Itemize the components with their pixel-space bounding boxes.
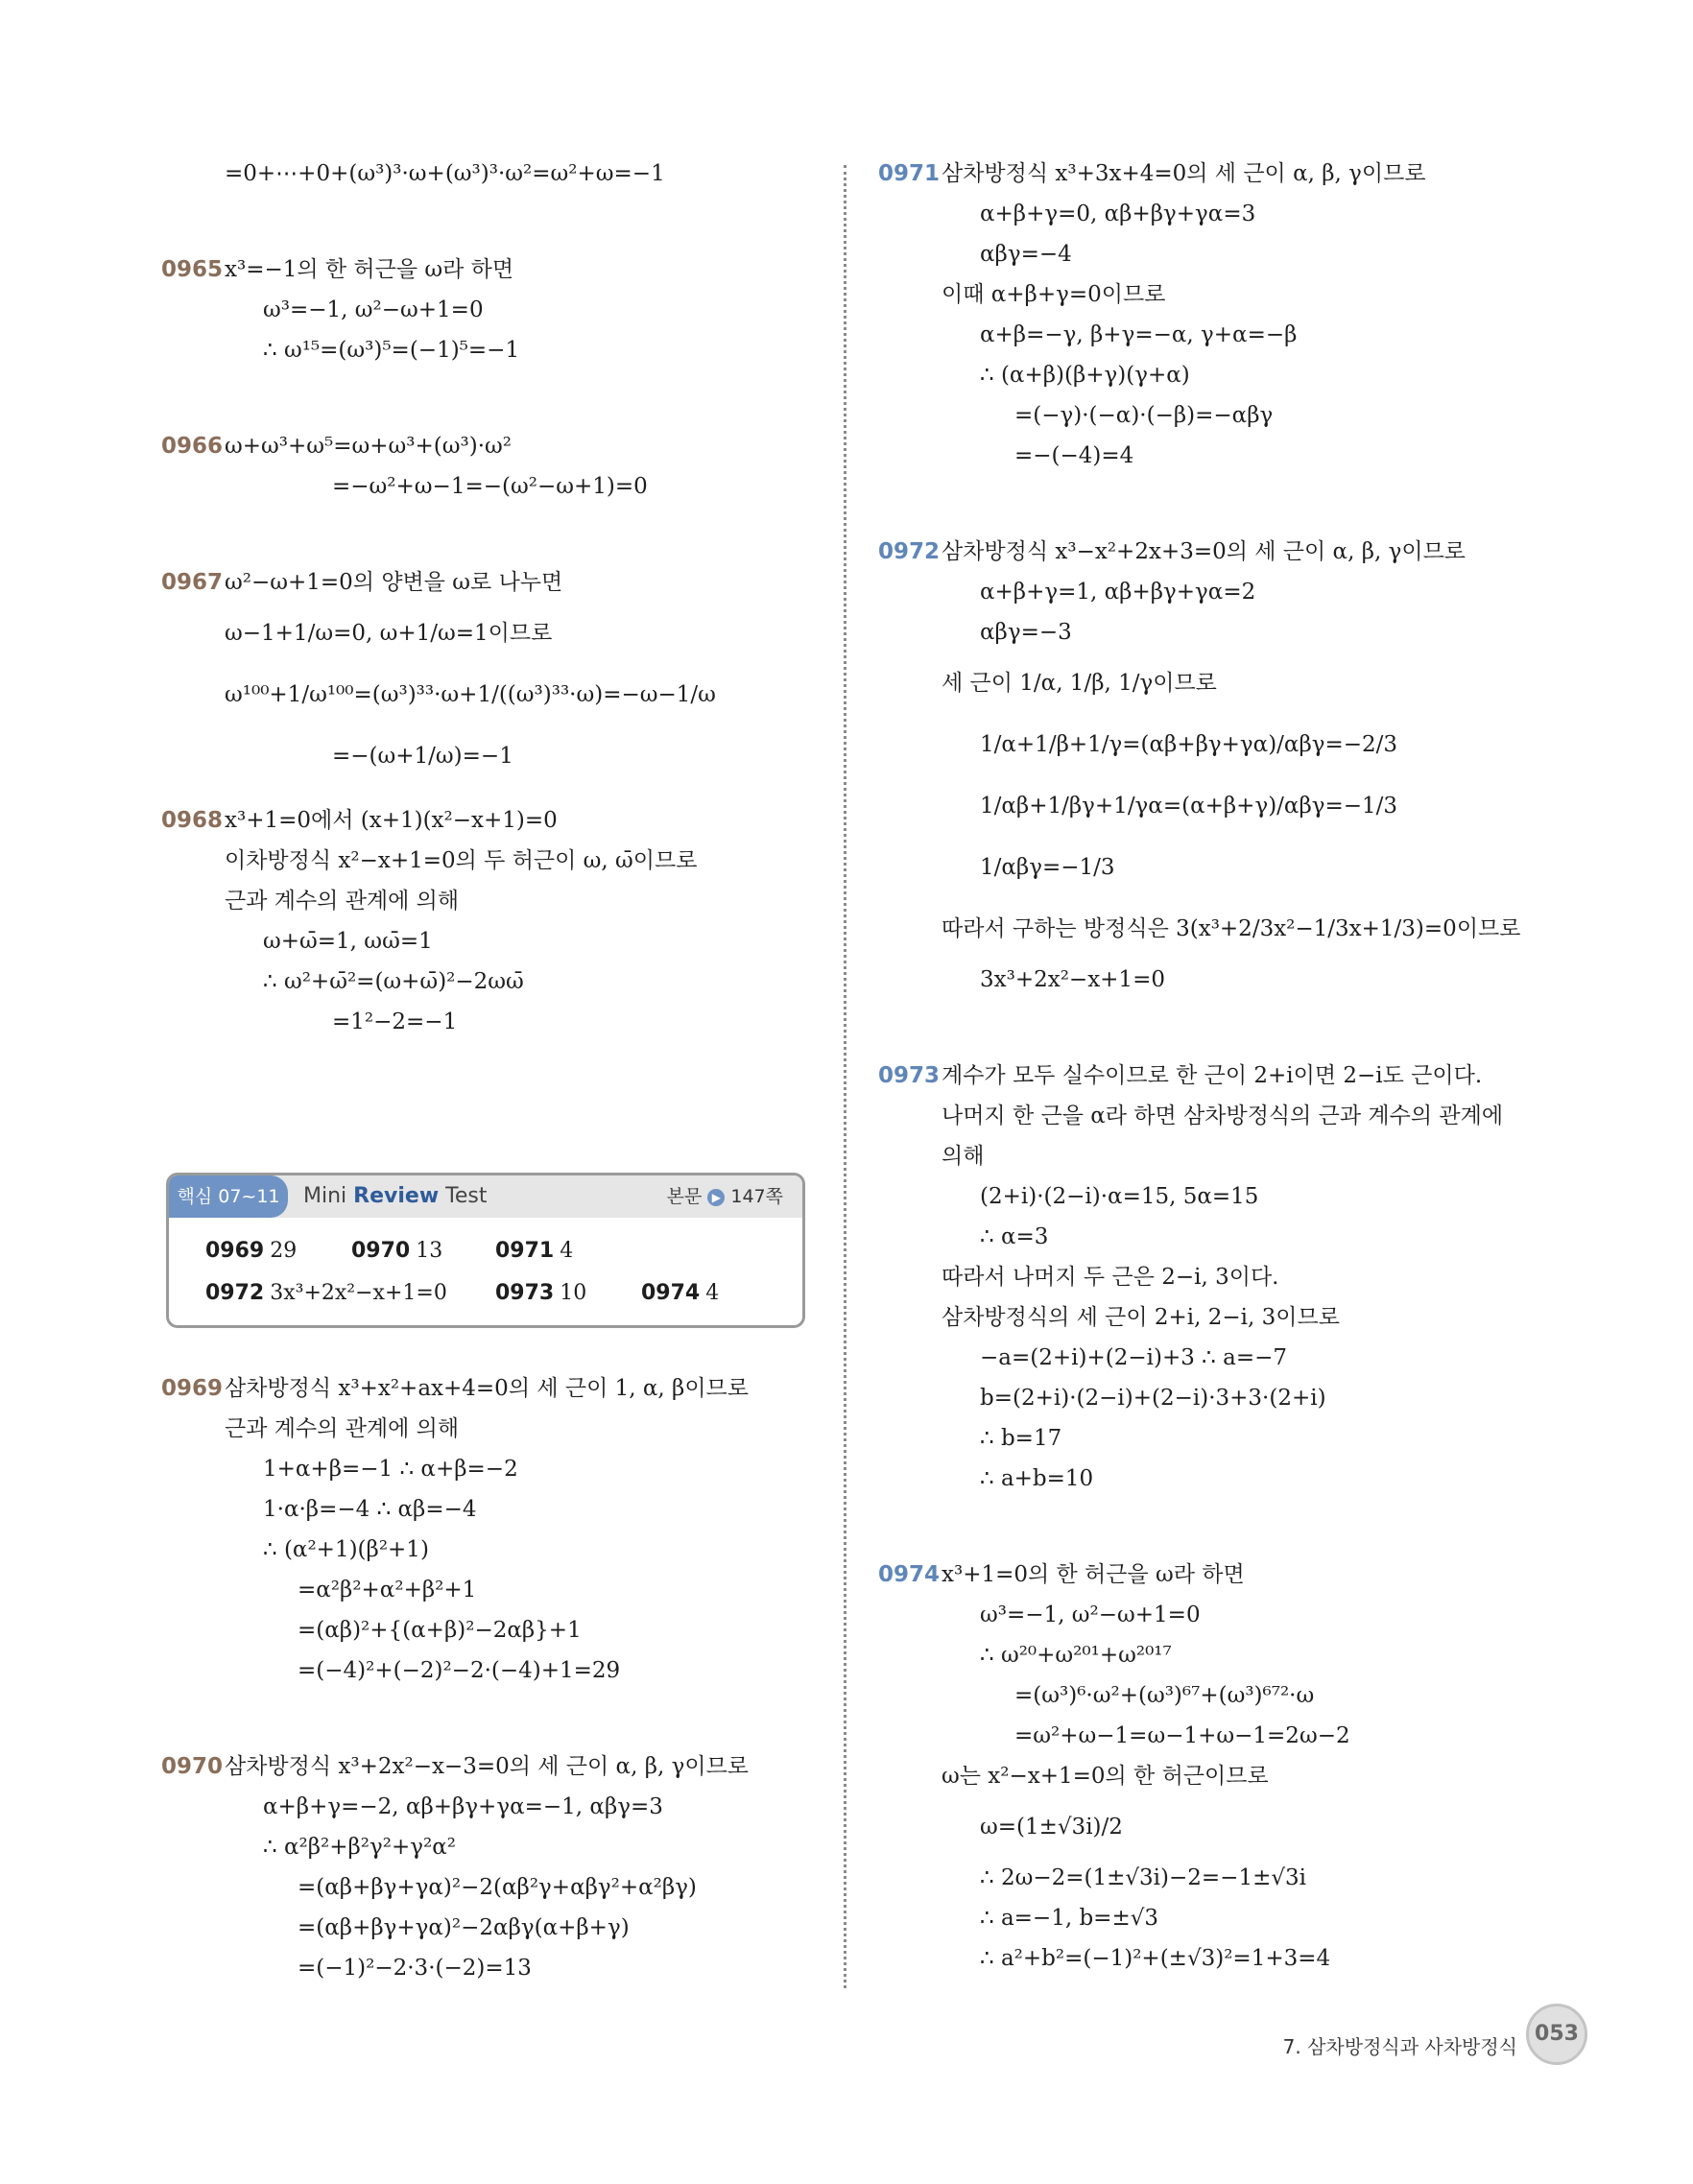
- solution-line: x³+1=0의 한 허근을 ω라 하면: [942, 1562, 1245, 1587]
- problem-0969: [161, 1368, 814, 1691]
- solution-line: ω는 x²−x+1=0의 한 허근이므로: [942, 1764, 1269, 1789]
- problem-0965: [161, 249, 814, 370]
- problem-0971: [878, 154, 1550, 476]
- solution-line: 3x³+2x²−x+1=0: [980, 967, 1165, 992]
- answer-number: 0970: [351, 1239, 411, 1263]
- review-answer: [641, 1281, 719, 1305]
- solution-line: 삼차방정식 x³+x²+ax+4=0의 세 근이 1, α, β이므로: [225, 1376, 749, 1401]
- review-title-pre: Mini: [303, 1184, 354, 1208]
- solution-line: 근과 계수의 관계에 의해: [225, 889, 460, 914]
- solution-line: ∴ (α+β)(β+γ)(γ+α): [980, 363, 1190, 388]
- solution-line: 1/α+1/β+1/γ=(αβ+βγ+γα)/αβγ=−2/3: [980, 732, 1398, 757]
- solution-line: ∴ a=−1, b=±√3: [980, 1906, 1159, 1931]
- problem-continued: [161, 154, 814, 194]
- solution-line: ∴ a+b=10: [980, 1466, 1094, 1491]
- problem-0970: [161, 1746, 814, 1988]
- solution-line: =(αβ)²+{(α+β)²−2αβ}+1: [298, 1618, 582, 1643]
- problem-number: 0971: [878, 161, 941, 186]
- solution-line: x³+1=0에서 (x+1)(x²−x+1)=0: [225, 808, 558, 833]
- problem-number: 0966: [161, 434, 224, 459]
- solution-line: (2+i)·(2−i)·α=15, 5α=15: [980, 1184, 1259, 1209]
- review-title-bold: Review: [353, 1184, 440, 1208]
- problem-number: 0968: [161, 808, 224, 833]
- solution-line: ∴ ω¹⁵=(ω³)⁵=(−1)⁵=−1: [263, 338, 520, 363]
- solution-line: =(−γ)·(−α)·(−β)=−αβγ: [1014, 403, 1274, 428]
- solution-line: =(−1)²−2·3·(−2)=13: [298, 1956, 532, 1981]
- answer-value: 13: [416, 1239, 443, 1263]
- solution-line: =−ω²+ω−1=−(ω²−ω+1)=0: [332, 474, 648, 499]
- solution-line: ω³=−1, ω²−ω+1=0: [263, 297, 484, 322]
- solution-line: α+β+γ=0, αβ+βγ+γα=3: [980, 202, 1256, 226]
- solution-line: 1·α·β=−4 ∴ αβ=−4: [263, 1497, 477, 1522]
- answer-value: 4: [560, 1239, 574, 1263]
- solution-line: 이때 α+β+γ=0이므로: [942, 282, 1166, 307]
- solution-line: x³=−1의 한 허근을 ω라 하면: [225, 257, 514, 282]
- left-column: [161, 154, 814, 1988]
- solution-line: =−(ω+1/ω)=−1: [332, 744, 513, 769]
- problem-number: 0973: [878, 1063, 941, 1088]
- answer-value: 29: [270, 1239, 298, 1263]
- solution-line: −a=(2+i)+(2−i)+3 ∴ a=−7: [980, 1345, 1287, 1370]
- solution-line: ∴ b=17: [980, 1426, 1062, 1451]
- answer-number: 0971: [495, 1239, 555, 1263]
- solution-line: 의해: [942, 1144, 985, 1169]
- solution-line: ω−1+1/ω=0, ω+1/ω=1이므로: [225, 621, 553, 646]
- review-ref-page: 147쪽: [730, 1186, 783, 1207]
- answer-number: 0974: [641, 1281, 701, 1305]
- answer-number: 0969: [205, 1239, 265, 1263]
- solution-line: ∴ 2ω−2=(1±√3i)−2=−1±√3i: [980, 1865, 1307, 1890]
- solution-line: 나머지 한 근을 α라 하면 삼차방정식의 근과 계수의 관계에: [942, 1104, 1504, 1128]
- solution-line: =(αβ+βγ+γα)²−2αβγ(α+β+γ): [298, 1915, 630, 1940]
- page-number: 053: [1526, 2004, 1587, 2065]
- solution-line: ∴ α=3: [980, 1224, 1049, 1249]
- solution-line: ∴ α²β²+β²γ²+γ²α²: [263, 1835, 456, 1860]
- solution-line: b=(2+i)·(2−i)+(2−i)·3+3·(2+i): [980, 1386, 1326, 1411]
- solution-line: =0+⋯+0+(ω³)³·ω+(ω³)³·ω²=ω²+ω=−1: [225, 161, 665, 186]
- solution-line: 삼차방정식의 세 근이 2+i, 2−i, 3이므로: [942, 1305, 1340, 1330]
- chapter-title: 7. 삼차방정식과 사차방정식: [1282, 2035, 1517, 2058]
- problem-number: 0970: [161, 1754, 224, 1779]
- solution-line: 삼차방정식 x³−x²+2x+3=0의 세 근이 α, β, γ이므로: [942, 539, 1466, 564]
- problem-number: 0974: [878, 1562, 941, 1587]
- solution-line: αβγ=−3: [980, 620, 1072, 645]
- problem-number: 0969: [161, 1376, 224, 1401]
- solution-line: 세 근이 1/α, 1/β, 1/γ이므로: [942, 671, 1217, 696]
- solution-line: 1/αβγ=−1/3: [980, 855, 1115, 880]
- problem-0974: [878, 1555, 1550, 1979]
- review-answer: [205, 1239, 297, 1263]
- solution-line: 따라서 나머지 두 근은 2−i, 3이다.: [942, 1265, 1279, 1290]
- mini-review-test-box: [166, 1173, 805, 1328]
- solution-line: ∴ ω²⁰+ω²⁰¹+ω²⁰¹⁷: [980, 1643, 1172, 1668]
- problem-0968: [161, 800, 814, 1042]
- solution-line: =−(−4)=4: [1014, 443, 1134, 468]
- problem-0972: [878, 532, 1550, 1000]
- solution-line: 1/αβ+1/βγ+1/γα=(α+β+γ)/αβγ=−1/3: [980, 794, 1398, 819]
- solution-line: ω+ω̄=1, ωω̄=1: [263, 929, 433, 954]
- review-title-post: Test: [439, 1184, 488, 1208]
- problem-number: 0967: [161, 570, 224, 595]
- solution-line: α+β+γ=1, αβ+βγ+γα=2: [980, 580, 1256, 605]
- solution-line: =α²β²+α²+β²+1: [298, 1578, 477, 1602]
- problem-number: 0972: [878, 539, 941, 564]
- review-tag: 핵심 07~11: [169, 1175, 288, 1218]
- review-title: [303, 1175, 487, 1218]
- solution-line: =(ω³)⁶·ω²+(ω³)⁶⁷+(ω³)⁶⁷²·ω: [1014, 1683, 1315, 1708]
- review-header: [169, 1175, 802, 1218]
- solution-line: αβγ=−4: [980, 242, 1072, 267]
- solution-line: 삼차방정식 x³+2x²−x−3=0의 세 근이 α, β, γ이므로: [225, 1754, 750, 1779]
- solution-line: α+β=−γ, β+γ=−α, γ+α=−β: [980, 322, 1298, 347]
- answer-number: 0972: [205, 1281, 265, 1305]
- solution-line: ω³=−1, ω²−ω+1=0: [980, 1602, 1201, 1627]
- solution-line: ω¹⁰⁰+1/ω¹⁰⁰=(ω³)³³·ω+1/((ω³)³³·ω)=−ω−1/ω: [225, 682, 716, 707]
- solution-line: 계수가 모두 실수이므로 한 근이 2+i이면 2−i도 근이다.: [942, 1063, 1483, 1088]
- solution-line: 근과 계수의 관계에 의해: [225, 1416, 460, 1441]
- solution-line: =(αβ+βγ+γα)²−2(αβ²γ+αβγ²+α²βγ): [298, 1875, 697, 1900]
- solution-line: 1+α+β=−1 ∴ α+β=−2: [263, 1457, 518, 1482]
- solution-line: ∴ (α²+1)(β²+1): [263, 1537, 429, 1562]
- review-answer: [495, 1281, 586, 1305]
- solution-line: =ω²+ω−1=ω−1+ω−1=2ω−2: [1014, 1723, 1350, 1748]
- right-column: [878, 154, 1550, 1979]
- solution-line: α+β+γ=−2, αβ+βγ+γα=−1, αβγ=3: [263, 1794, 663, 1819]
- answer-value: 10: [560, 1281, 587, 1305]
- solution-line: 따라서 구하는 방정식은 3(x³+2/3x²−1/3x+1/3)=0이므로: [942, 916, 1521, 941]
- answer-value: 4: [705, 1281, 720, 1305]
- problem-number: 0965: [161, 257, 224, 282]
- problem-0973: [878, 1056, 1550, 1499]
- solution-line: =1²−2=−1: [332, 1009, 458, 1034]
- review-page-reference: [667, 1175, 783, 1218]
- review-answer: [495, 1239, 573, 1263]
- problem-0966: [161, 426, 814, 507]
- solution-line: =(−4)²+(−2)²−2·(−4)+1=29: [298, 1658, 621, 1683]
- review-answer: [351, 1239, 442, 1263]
- solution-line: ∴ ω²+ω̄²=(ω+ω̄)²−2ωω̄: [263, 969, 524, 994]
- solution-line: ω²−ω+1=0의 양변을 ω로 나누면: [225, 570, 563, 595]
- column-divider: [844, 165, 846, 1988]
- solution-line: ∴ a²+b²=(−1)²+(±√3)²=1+3=4: [980, 1946, 1331, 1971]
- solution-line: 이차방정식 x²−x+1=0의 두 허근이 ω, ω̄이므로: [225, 848, 698, 873]
- review-ref-label: 본문: [666, 1186, 703, 1207]
- solution-line: ω=(1±√3i)/2: [980, 1815, 1123, 1840]
- review-answer: [205, 1281, 447, 1305]
- solution-line: 삼차방정식 x³+3x+4=0의 세 근이 α, β, γ이므로: [942, 161, 1426, 186]
- solution-line: ω+ω³+ω⁵=ω+ω³+(ω³)·ω²: [225, 434, 512, 459]
- answer-number: 0973: [495, 1281, 555, 1305]
- problem-0967: [161, 562, 814, 787]
- arrow-right-icon: ▶: [707, 1189, 725, 1206]
- answer-value: 3x³+2x²−x+1=0: [270, 1281, 447, 1305]
